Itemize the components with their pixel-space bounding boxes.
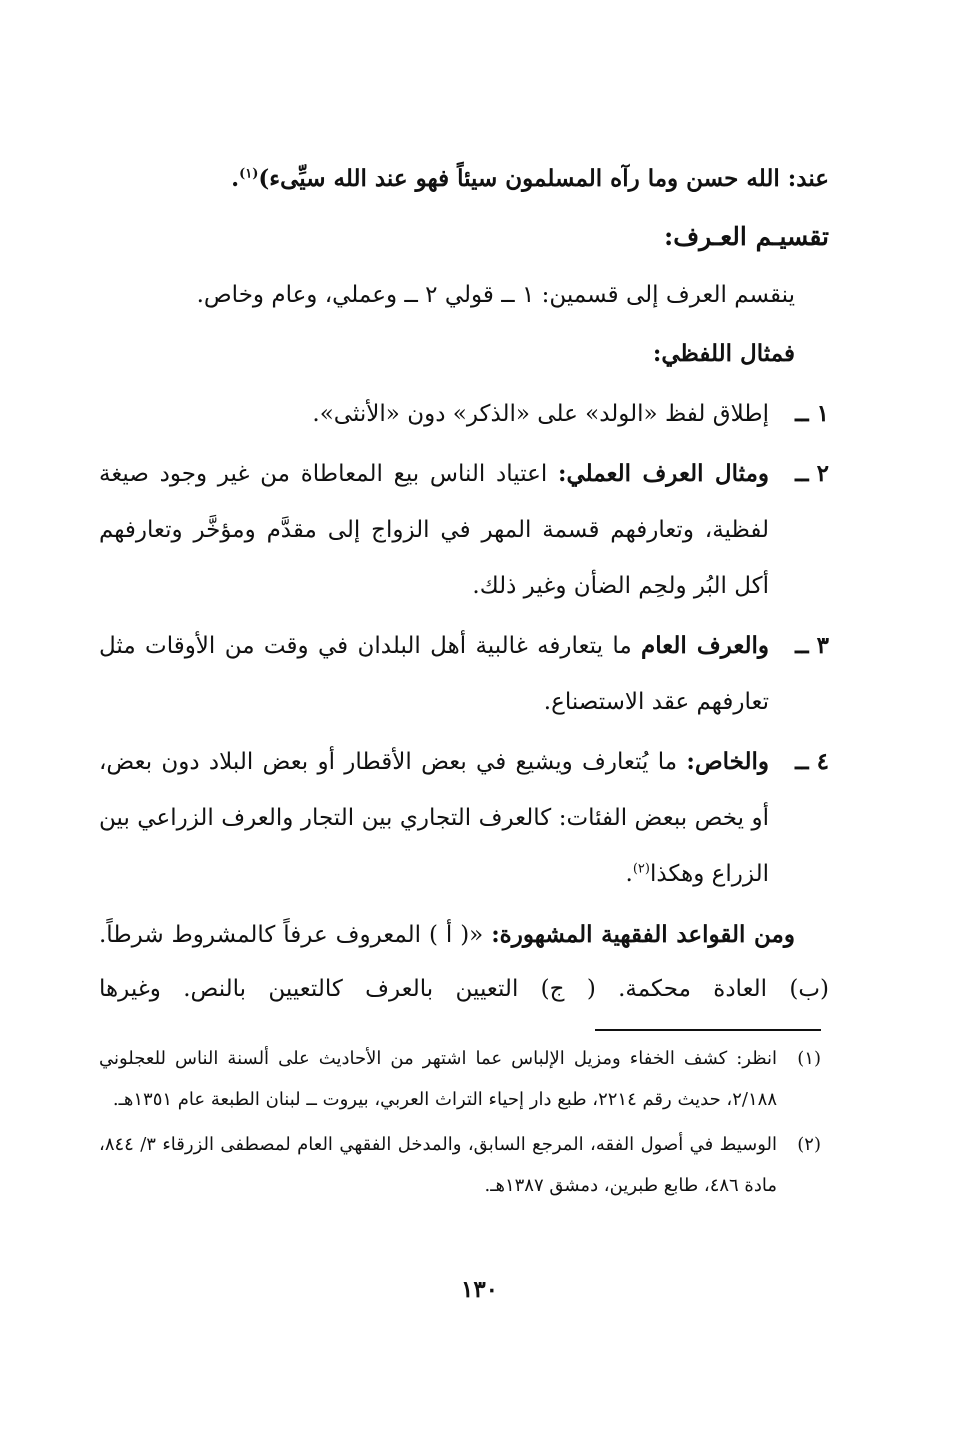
footnote-number: (٢) — [797, 1134, 821, 1155]
main-text — [99, 150, 829, 1039]
list-item-lead: ومثال العرف العملي: — [557, 460, 769, 487]
page-number: ١٣٠ — [460, 1276, 499, 1303]
section-heading: تقسيـم العـرف: — [663, 222, 829, 251]
closing-lead: ومن القواعد الفقهية المشهورة: — [491, 921, 795, 948]
footnote-ref-1[interactable]: (١) — [239, 166, 259, 182]
footnotes — [99, 1038, 821, 1210]
list-item-text — [99, 734, 769, 902]
list-item-text — [99, 618, 769, 730]
list-item-text — [99, 386, 769, 442]
list-item — [99, 386, 829, 442]
list-item — [99, 618, 829, 730]
list-item-body: إطلاق لفظ «الولد» على «الذكر» دون «الأنثى». — [312, 401, 769, 427]
footnote-ref-2[interactable]: (٢) — [632, 861, 650, 877]
closing-paragraph — [99, 908, 829, 1016]
list-item-lead: والعرف العام — [641, 632, 769, 659]
footnote-divider — [595, 1029, 821, 1031]
footnote-text: الوسيط في أصول الفقه، المرجع السابق، والمدخل الفقهي العام لمصطفى الزرقاء ٣/ ٨٤٤، مادة ٤٨٦، طابع طبرين، دمشق ١٣٨٧هـ. — [99, 1134, 777, 1196]
list-item-body: ما يتعارفه غالبية أهل البلدان في وقت من الأوقات مثل تعارفهم عقد الاستصناع. — [99, 633, 769, 715]
opening-line — [99, 150, 829, 208]
intro-paragraph: ينقسم العرف إلى قسمين: ١ ــ قولي ٢ ــ وعملي، وعام وخاص. — [196, 282, 795, 308]
verbal-example-heading: فمثال اللفظي: — [652, 340, 795, 367]
list-item-number: ٣ ــ — [795, 632, 829, 659]
list-item-lead: والخاص: — [686, 748, 769, 775]
list-item-number: ٤ ــ — [795, 748, 829, 775]
footnote — [99, 1124, 821, 1206]
list-item-body: اعتياد الناس بيع المعاطاة من غير وجود صيغة لفظية، وتعارفهم قسمة المهر في الزواج إلى مقدَّم ومؤخَّر وتعارفهم أكل البُر ولحِم الضأن وغير ذلك. — [99, 461, 769, 599]
opening-line-end: . — [231, 165, 240, 192]
list-item — [99, 446, 829, 614]
footnote-number: (١) — [797, 1048, 821, 1069]
list-item-body: ما يُتعارف ويشيع في بعض الأقطار أو بعض البلاد دون بعض، أو يخص ببعض الفئات: كالعرف التجاري بين التجار والعرف الزراعي بين الزراع وهكذا — [99, 749, 769, 887]
list-item-number: ٢ ــ — [795, 460, 829, 487]
footnote — [99, 1038, 821, 1120]
list-item-text — [99, 446, 769, 614]
opening-line-text: عند: الله حسن وما رآه المسلمون سيئاً فهو عند الله سيِّىء) — [258, 165, 829, 192]
list-item — [99, 734, 829, 902]
list-item-tail: . — [625, 861, 633, 887]
closing-text: «( أ ) المعروف عرفاً كالمشروط شرطاً. (ب) العادة محكمة. ( ج) التعيين بالعرف كالتعيين بالنص. وغيرها — [99, 922, 829, 1002]
list-item-number: ١ ــ — [795, 400, 829, 427]
footnote-text: انظر: كشف الخفاء ومزيل الإلباس عما اشتهر من الأحاديث على ألسنة الناس للعجلوني ٢/١٨٨، حديث رقم ٢٢١٤، طبع دار إحياء التراث العربي، بيروت ــ لبنان الطبعة عام ١٣٥١هـ. — [99, 1048, 777, 1110]
